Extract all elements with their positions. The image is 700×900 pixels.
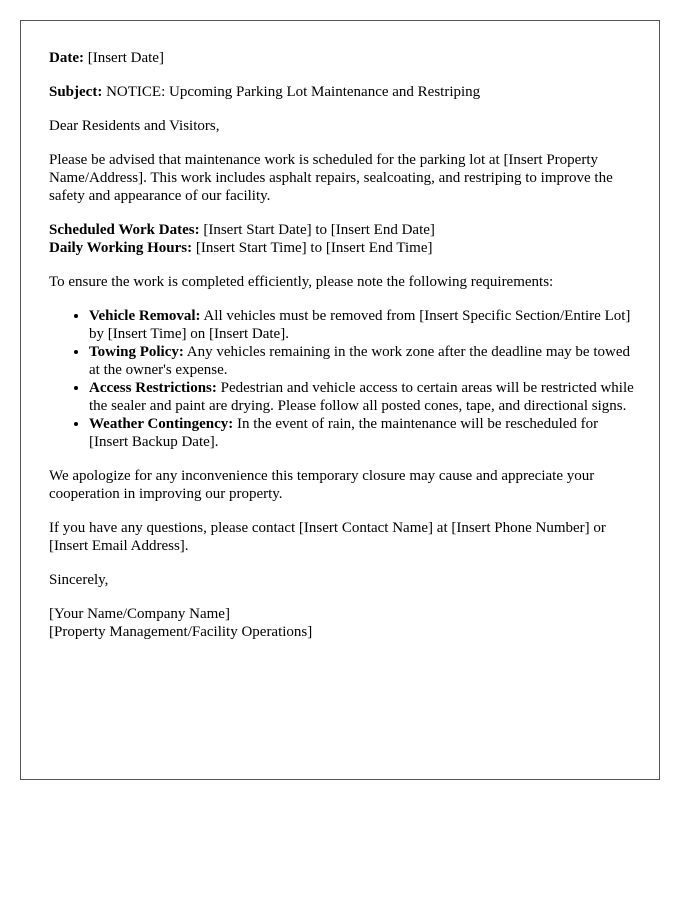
schedule-dates-label: Scheduled Work Dates: <box>49 222 200 238</box>
requirement-text: Any vehicles remaining in the work zone after the deadline may be towed at the owner's expense. <box>89 344 630 378</box>
signature-name: [Your Name/Company Name] <box>49 606 230 622</box>
schedule-dates-line <box>49 221 639 239</box>
requirement-text: In the event of rain, the maintenance will be rescheduled for [Insert Backup Date]. <box>89 416 599 450</box>
requirement-item-towing-policy <box>89 343 639 379</box>
requirements-list <box>49 307 639 451</box>
schedule-hours-label: Daily Working Hours: <box>49 240 193 256</box>
signature-department: [Property Management/Facility Operations] <box>49 624 313 640</box>
requirement-label: Access Restrictions: <box>89 380 217 396</box>
subject-value: NOTICE: Upcoming Parking Lot Maintenance and Restriping <box>102 84 481 100</box>
requirement-text: Pedestrian and vehicle access to certain areas will be restricted while the sealer and paint are drying. Please follow all posted cones, tape, and directional signs. <box>89 380 634 414</box>
requirement-label: Vehicle Removal: <box>89 308 201 324</box>
requirement-text: All vehicles must be removed from [Insert Specific Section/Entire Lot] by [Insert Time] on [Insert Date]. <box>89 308 631 342</box>
contact-paragraph: If you have any questions, please contact [Insert Contact Name] at [Insert Phone Number] or [Insert Email Address]. <box>49 520 606 554</box>
requirement-item-weather-contingency <box>89 415 639 451</box>
requirement-item-access-restrictions <box>89 379 639 415</box>
date-line <box>49 49 639 67</box>
requirements-intro: To ensure the work is completed efficiently, please note the following requirements: <box>49 274 554 290</box>
schedule-dates-value: [Insert Start Date] to [Insert End Date] <box>199 222 435 238</box>
requirement-label: Weather Contingency: <box>89 416 234 432</box>
greeting: Dear Residents and Visitors, <box>49 118 220 134</box>
intro-paragraph: Please be advised that maintenance work is scheduled for the parking lot at [Insert Property Name/Address]. This work includes asphalt repairs, sealcoating, and restriping to improve the safety and appearance of our facility. <box>49 152 613 204</box>
schedule-block <box>49 221 639 257</box>
subject-line <box>49 83 639 101</box>
requirement-item-vehicle-removal <box>89 307 639 343</box>
closing: Sincerely, <box>49 572 109 588</box>
subject-label: Subject: <box>49 84 103 100</box>
letter-body <box>49 49 639 641</box>
requirement-label: Towing Policy: <box>89 344 184 360</box>
date-value: [Insert Date] <box>83 50 164 66</box>
signature-block <box>49 605 639 641</box>
apology-paragraph: We apologize for any inconvenience this temporary closure may cause and appreciate your cooperation in improving our property. <box>49 468 595 502</box>
date-label: Date: <box>49 50 84 66</box>
schedule-hours-value: [Insert Start Time] to [Insert End Time] <box>192 240 433 256</box>
schedule-hours-line <box>49 239 639 257</box>
